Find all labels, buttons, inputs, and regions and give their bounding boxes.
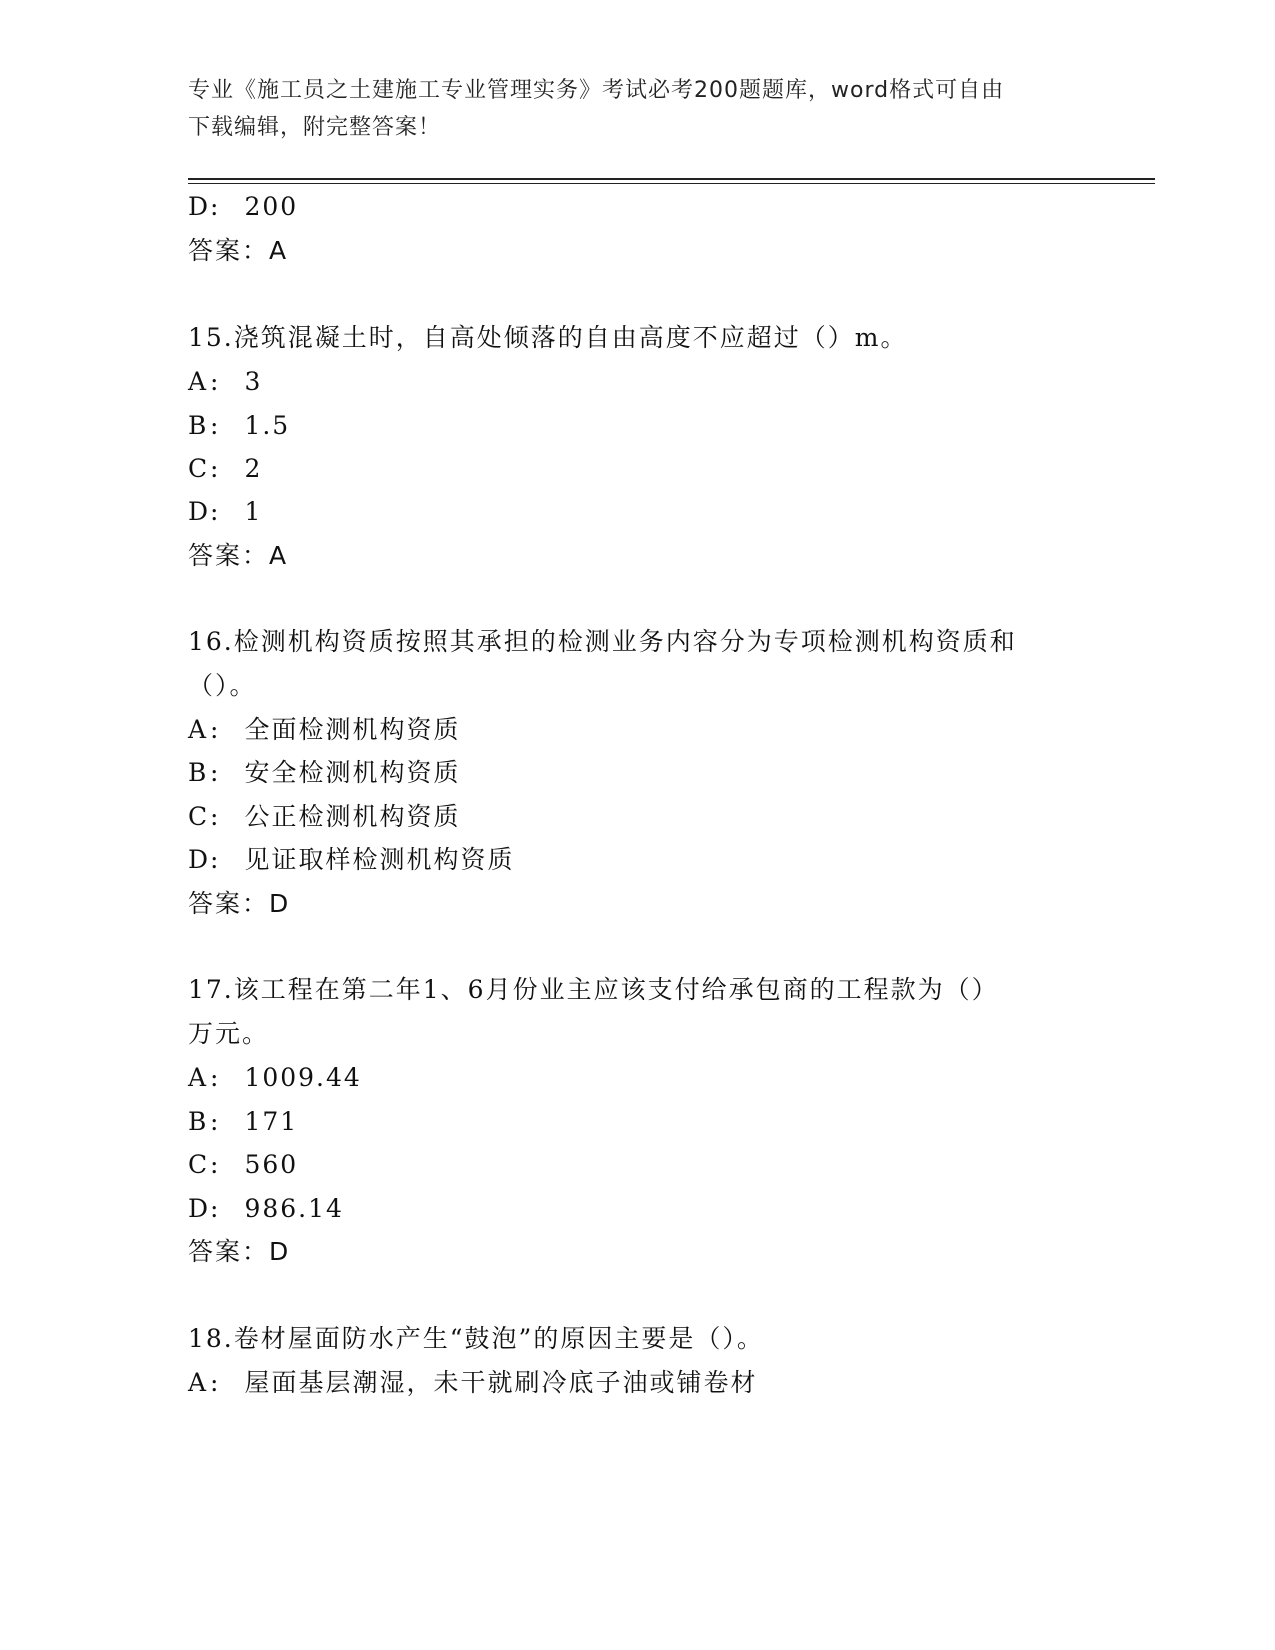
question-15-stem: 15.浇筑混凝土时，自高处倾落的自由高度不应超过（）m。 [188,323,908,352]
question-17-option-c: C: 560 [188,1150,299,1179]
question-15-option-d: D: 1 [188,497,263,526]
question-17-option-d: D: 986.14 [188,1194,344,1223]
header-line-1: 专业《施工员之土建施工专业管理实务》考试必考200题题库，word格式可自由 [188,78,1005,103]
question-17-option-b: B: 171 [188,1107,299,1136]
option-letter: D [188,192,211,221]
question-16-stem: 16.检测机构资质按照其承担的检测业务内容分为专项检测机构资质和 [188,627,1017,656]
question-17-answer: 答案：D [188,1237,291,1266]
question-18-option-a: A: 屋面基层潮湿，未干就刷冷底子油或铺卷材 [188,1368,758,1397]
question-17-stem-cont: 万元。 [188,1019,270,1048]
question-16-option-b: B: 安全检测机构资质 [188,758,461,787]
option-d-carry: D: 200 [188,190,298,224]
question-15-option-a: A: 3 [188,367,263,396]
question-15-option-c: C: 2 [188,454,263,483]
answer-carry: 答案：A [188,236,289,265]
question-16-option-a: A: 全面检测机构资质 [188,715,461,744]
header-line-2: 下载编辑，附完整答案！ [188,115,442,140]
question-16-option-c: C: 公正检测机构资质 [188,802,461,831]
question-15-answer: 答案：A [188,541,289,570]
option-text: 200 [244,192,299,221]
header-divider-bottom [188,183,1155,184]
question-15-option-b: B: 1.5 [188,411,291,440]
question-16-option-d: D: 见证取样检测机构资质 [188,845,515,874]
question-17-stem: 17.该工程在第二年1、6月份业主应该支付给承包商的工程款为（） [188,975,999,1004]
question-17-option-a: A: 1009.44 [188,1063,362,1092]
document-header [188,72,1068,146]
question-16-stem-cont: （）。 [188,671,257,700]
question-16-answer: 答案：D [188,889,291,918]
question-18-stem: 18.卷材屋面防水产生“鼓泡”的原因主要是（）。 [188,1324,764,1353]
header-divider-top [188,178,1155,180]
